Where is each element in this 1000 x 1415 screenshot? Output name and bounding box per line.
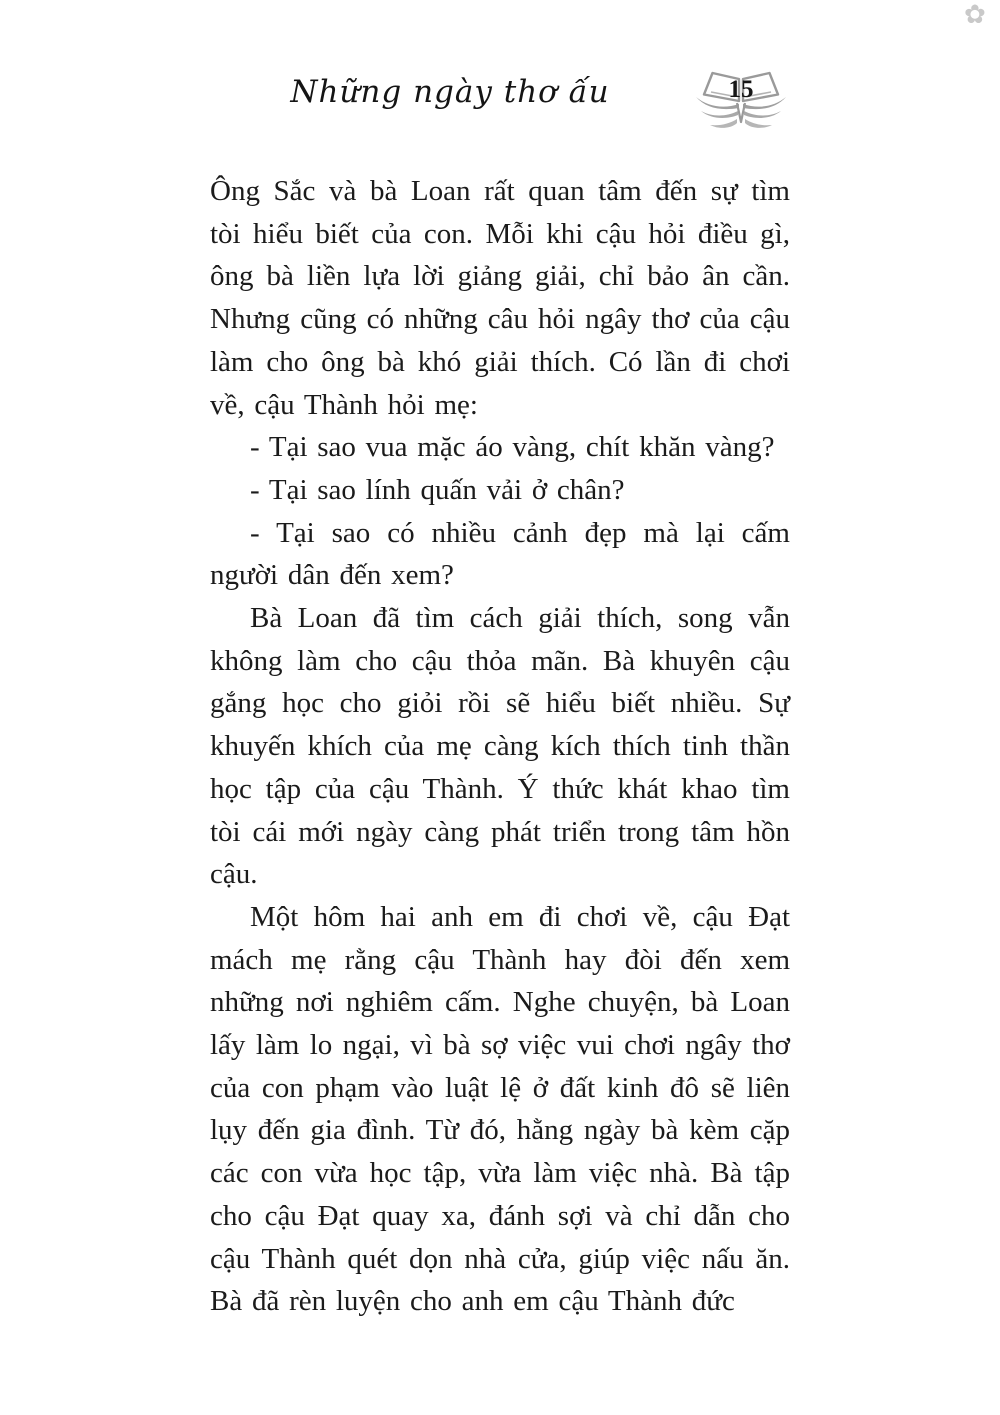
page-text <box>210 170 790 1323</box>
page-number-badge <box>692 70 790 136</box>
paragraph: - Tại sao có nhiều cảnh đẹp mà lại cấm người dân đến xem? <box>210 516 790 592</box>
page-number: 15 <box>728 76 754 103</box>
paragraph: Ông Sắc và bà Loan rất quan tâm đến sự tìm tòi hiểu biết của con. Mỗi khi cậu hỏi điều gì, ông bà liền lựa lời giảng giải, chỉ bảo ân cần. Nhưng cũng có những câu hỏi ngây thơ của cậu làm cho ông bà khó giải thích. Có lần đi chơi về, cậu Thành hỏi mẹ: <box>210 175 790 421</box>
flower-ornament-icon: ✿ <box>964 0 986 29</box>
paragraph: Một hôm hai anh em đi chơi về, cậu Đạt mách mẹ rằng cậu Thành hay đòi đến xem những nơi nghiêm cấm. Nghe chuyện, bà Loan lấy làm lo ngại, vì bà sợ việc vui chơi ngây thơ của con phạm vào luật lệ ở đất kinh đô sẽ liên lụy đến gia đình. Từ đó, hằng ngày bà kèm cặp các con vừa học tập, vừa làm việc nhà. Bà tập cho cậu Đạt quay xa, đánh sợi và chỉ dẫn cho cậu Thành quét dọn nhà cửa, giúp việc nấu ăn. Bà đã rèn luyện cho anh em cậu Thành đức <box>210 900 790 1318</box>
paragraph: - Tại sao vua mặc áo vàng, chít khăn vàng? <box>250 431 775 464</box>
running-header-book-title: Những ngày thơ ấu <box>290 74 610 110</box>
paragraph: - Tại sao lính quấn vải ở chân? <box>250 473 625 506</box>
paragraph: Bà Loan đã tìm cách giải thích, song vẫn không làm cho cậu thỏa mãn. Bà khuyên cậu gắng học cho giỏi rồi sẽ hiểu biết nhiều. Sự khuyến khích của mẹ càng kích thích tinh thần học tập của cậu Thành. Ý thức khát khao tìm tòi cái mới ngày càng phát triển trong tâm hồn cậu. <box>210 602 790 891</box>
